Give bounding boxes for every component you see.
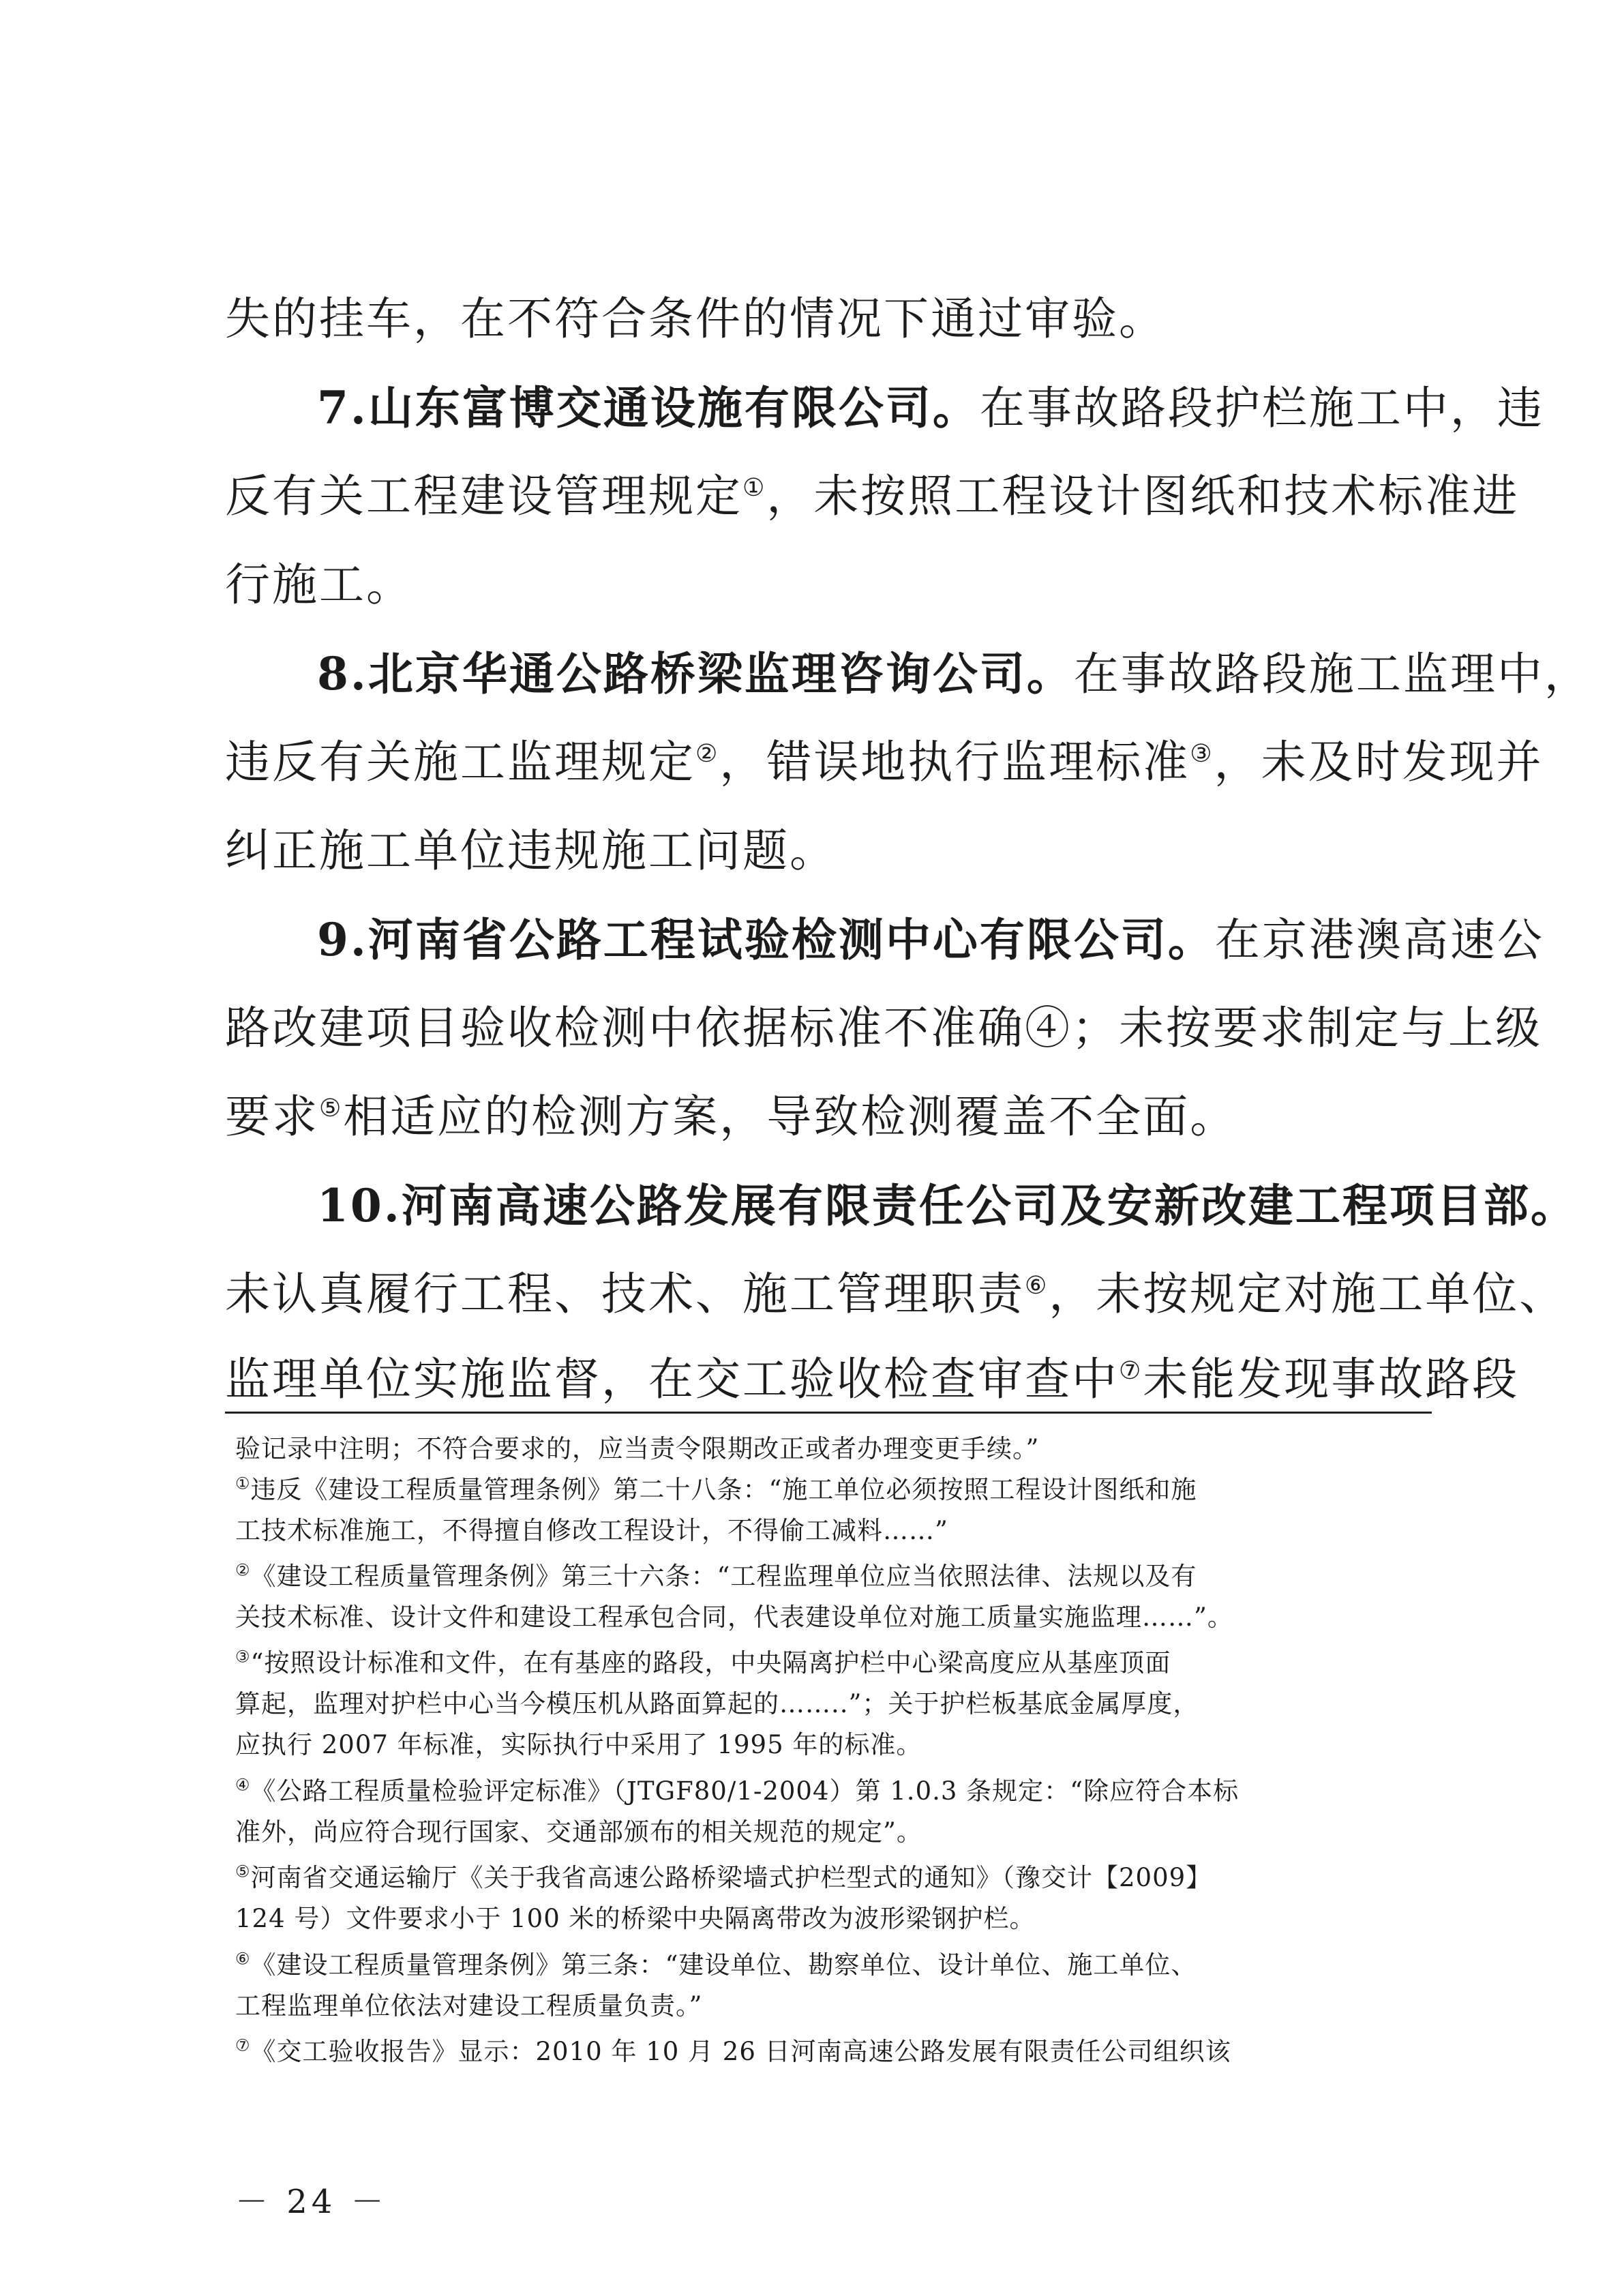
text-segment: 违反《建设工程质量管理条例》第二十八条：“施工单位必须按照工程设计图纸和施 <box>250 1475 1197 1504</box>
item-9-line-1 <box>317 907 1544 973</box>
footnote-ref-2: ② <box>695 740 720 768</box>
item-9-line-2 <box>225 996 1542 1061</box>
text-segment: 工技术标准施工，不得擅自修改工程设计，不得偷工减料……” <box>235 1516 948 1545</box>
text-segment: 相适应的检测方案，导致检测覆盖不全面。 <box>343 1090 1237 1143</box>
item-10-line-2 <box>225 1262 1566 1327</box>
text-segment: 反有关工程建设管理规定 <box>225 470 742 522</box>
text-segment: 未认真履行工程、技术、施工管理职责 <box>225 1268 1025 1320</box>
footnote-continuation <box>235 1431 1435 1467</box>
footnote-5-mark: ⑤ <box>235 1862 251 1881</box>
footnote-5-line-1 <box>235 1860 1435 1896</box>
text-segment: 验记录中注明；不符合要求的，应当责令限期改正或者办理变更手续。” <box>235 1434 1040 1463</box>
text-segment: ，未及时发现并 <box>1214 736 1544 788</box>
text-segment: ，未按规定对施工单位、 <box>1049 1268 1567 1320</box>
text-segment: ，未按照工程设计图纸和技术标准进 <box>766 470 1520 522</box>
text-segment: 未能发现事故路段 <box>1143 1353 1520 1405</box>
text-segment: 纠正施工单位违规施工问题。 <box>225 824 837 877</box>
footnote-3-line-3 <box>235 1727 1435 1763</box>
text-segment: 要求 <box>225 1090 319 1143</box>
footnote-6-line-1 <box>235 1947 1435 1984</box>
footnote-3-line-2 <box>235 1686 1435 1723</box>
footnote-5-line-2 <box>235 1900 1435 1937</box>
item-8-line-2 <box>225 730 1544 795</box>
text-segment: 在事故路段施工监理中， <box>1073 648 1591 700</box>
text-segment: 在京港澳高速公 <box>1214 914 1544 966</box>
text-segment: 失的挂车，在不符合条件的情况下通过审验。 <box>225 293 1166 345</box>
footnote-2-line-2 <box>235 1599 1435 1636</box>
footnote-1-mark: ① <box>235 1474 251 1493</box>
footnote-ref-5: ⑤ <box>319 1094 344 1122</box>
text-segment: 《建设工程质量管理条例》第三十六条：“工程监理单位应当依照法律、法规以及有 <box>250 1562 1197 1591</box>
footnote-7-mark: ⑦ <box>235 2036 251 2055</box>
item-7-line-1 <box>317 375 1544 441</box>
footnote-ref-7: ⑦ <box>1119 1357 1143 1385</box>
footnote-7-line-1 <box>235 2033 1435 2070</box>
text-segment: 《公路工程质量检验评定标准》（JTGF80/1-2004）第 1.0.3 条规定：“除应符合本标 <box>250 1776 1240 1806</box>
item-7-line-2 <box>225 464 1519 529</box>
item-8-line-1 <box>317 641 1591 707</box>
footnote-4-line-2 <box>235 1814 1435 1851</box>
footnote-4-mark: ④ <box>235 1775 251 1795</box>
text-segment: 在事故路段护栏施工中，违 <box>979 382 1544 434</box>
body-line <box>225 286 1166 352</box>
text-segment: 行施工。 <box>225 558 413 611</box>
text-segment: ，错误地执行监理标准 <box>719 736 1190 788</box>
footnote-ref-6: ⑥ <box>1025 1272 1049 1300</box>
item-8-heading: 8.北京华通公路桥梁监理咨询公司。 <box>317 647 1074 700</box>
item-10-heading: 10.河南高速公路发展有限责任公司及安新改建工程项目部。 <box>317 1179 1578 1232</box>
footnote-3-mark: ③ <box>235 1647 251 1667</box>
footnote-1-line-2 <box>235 1512 1435 1549</box>
page-number: － 24 － <box>235 2183 388 2221</box>
text-segment: 124 号）文件要求小于 100 米的桥梁中央隔离带改为波形梁钢护栏。 <box>235 1904 1036 1933</box>
text-segment: 监理单位实施监督，在交工验收检查审查中 <box>225 1353 1119 1405</box>
footnote-2-mark: ② <box>235 1560 251 1580</box>
text-segment: 应执行 2007 年标准，实际执行中采用了 1995 年的标准。 <box>235 1730 922 1759</box>
footnote-ref-1: ① <box>742 474 767 502</box>
footnote-separator <box>225 1412 1432 1414</box>
text-segment: 准外，尚应符合现行国家、交通部颁布的相关规范的规定”。 <box>235 1817 922 1847</box>
item-8-line-3 <box>225 818 837 884</box>
footnote-4-line-1 <box>235 1773 1435 1810</box>
footnote-ref-3: ③ <box>1190 740 1214 768</box>
footnote-3-line-1 <box>235 1645 1435 1682</box>
text-segment: 违反有关施工监理规定 <box>225 736 695 788</box>
text-segment: 河南省交通运输厅《关于我省高速公路桥梁墙式护栏型式的通知》（豫交计【2009】 <box>250 1863 1212 1892</box>
footnote-6-mark: ⑥ <box>235 1949 251 1969</box>
item-7-heading: 7.山东富博交通设施有限公司。 <box>317 381 980 434</box>
item-9-heading: 9.河南省公路工程试验检测中心有限公司。 <box>317 913 1215 966</box>
text-segment: 算起，监理对护栏中心当今模压机从路面算起的……..”；关于护栏板基底金属厚度， <box>235 1689 1199 1718</box>
text-segment: 工程监理单位依法对建设工程质量负责。” <box>235 1991 703 2021</box>
text-segment: “按照设计标准和文件，在有基座的路段，中央隔离护栏中心梁高度应从基座顶面 <box>250 1648 1171 1678</box>
text-segment: 路改建项目验收检测中依据标准不准确④；未按要求制定与上级 <box>225 1002 1542 1054</box>
item-7-line-3 <box>225 552 413 618</box>
footnote-6-line-2 <box>235 1988 1435 2025</box>
text-segment: 关技术标准、设计文件和建设工程承包合同，代表建设单位对施工质量实施监理……”。 <box>235 1602 1233 1632</box>
item-9-line-3 <box>225 1084 1237 1150</box>
item-10-line-1 <box>317 1173 1578 1239</box>
footnote-2-line-1 <box>235 1558 1435 1595</box>
text-segment: 《建设工程质量管理条例》第三条：“建设单位、勘察单位、设计单位、施工单位、 <box>250 1950 1197 1980</box>
footnote-1-line-1 <box>235 1472 1435 1508</box>
item-10-line-3 <box>225 1347 1519 1412</box>
text-segment: 《交工验收报告》显示：2010 年 10 月 26 日河南高速公路发展有限责任公司组织该 <box>250 2037 1231 2066</box>
